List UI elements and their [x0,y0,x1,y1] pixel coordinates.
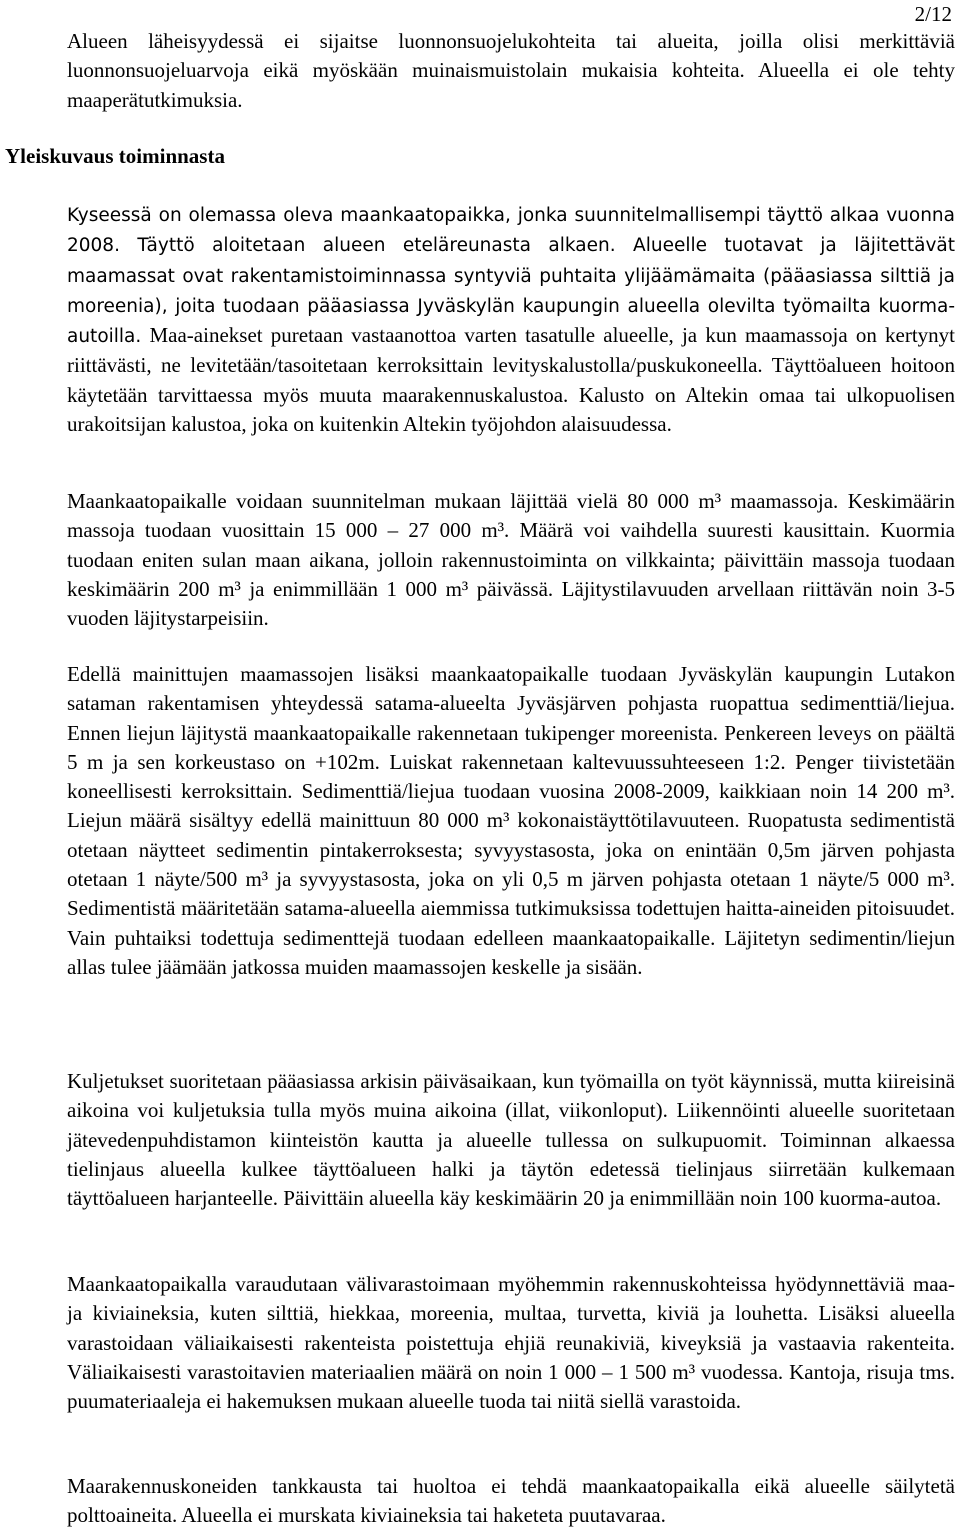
paragraph-2: Maankaatopaikalle voidaan suunnitelman mukaan läjittää vielä 80 000 m³ maamassoja. Keskimäärin massoja tuodaan vuosittain 15 000 – 27 000 m³. Määrä voi vaihdella suuresti kausittain. Kuormia tuodaan eniten sulan maan aikana, jolloin rakennustoiminta on vilkkainta; päivittäin massoja tuodaan keskimäärin 200 m³ ja enimmillään 1 000 m³ päivässä. Läjitystilavuuden arvellaan riittävän noin 3-5 vuoden läjitystarpeisiin. [67,489,955,631]
paragraph-6: Maarakennuskoneiden tankkausta tai huoltoa ei tehdä maankaatopaikalla eikä alueelle säilytetä polttoaineita. Alueella ei murskata kiviaineksia tai haketeta puutavaraa. [67,1474,955,1528]
intro-paragraph: Alueen läheisyydessä ei sijaitse luonnonsuojelukohteita tai alueita, joilla olisi merkittäviä luonnonsuojeluarvoja eikä myöskään muinaismuistolain mukaisia kohteita. Alueella ei ole tehty maaperätutkimuksia. [67,29,955,112]
paragraph-3: Edellä mainittujen maamassojen lisäksi maankaatopaikalle tuodaan Jyväskylän kaupungin Lutakon sataman rakentamisen yhteydessä satama-alueelta Jyväsjärven pohjasta ruopattua sedimenttiä/liejua. Ennen liejun läjitystä maankaatopaikalle rakennetaan tukipenger moreenista. Penkereen leveys on päältä 5 m ja sen korkeustaso on +102m. Luiskat rakennetaan kaltevuussuhteeseen 1:2. Penger tiivistetään koneellisesti kerroksittain. Sedimenttiä/liejua tuodaan vuosina 2008-2009, kaikkiaan noin 14 200 m³. Liejun määrä sisältyy edellä mainittuun 80 000 m³ kokonaistäyttötilavuuteen. Ruopatusta sedimentistä otetaan näytteet sedimentin pintakerroksesta; syvyystasosta, joka on enintään 0,5m järven pohjasta otetaan 1 näyte/500 m³ ja syvyystasosta, joka on yli 0,5 m järven pohjasta otetaan 1 näyte/5 000 m³. Sedimentistä määritetään satama-alueella aiemmissa tutkimuksissa todettujen haitta-aineiden pitoisuudet. Vain puhtaiksi todettuja sedimenttejä tuodaan edelleen maankaatopaikalle. Läjitetyn sedimentin/liejun allas tulee jäämään jatkossa muiden maamassojen keskelle ja sisään. [67,662,955,979]
paragraph-1 [67,200,955,439]
paragraph-5: Maankaatopaikalla varaudutaan välivarastoimaan myöhemmin rakennuskohteissa hyödynnettäviä maa- ja kiviaineksia, kuten silttiä, hiekkaa, moreenia, multaa, turvetta, kiviä ja louhetta. Lisäksi alueella varastoidaan väliaikaisesti rakenteista poistettuja ehjiä reunakiviä, kiveyksiä ja vastaavia rakenteita. Väliaikaisesti varastoitavien materiaalien määrä on noin 1 000 – 1 500 m³ vuodessa. Kantoja, risuja tms. puumateriaaleja ei hakemuksen mukaan alueelle tuoda tai niitä siellä varastoida. [67,1272,955,1414]
paragraph-1-serif-part: Maa-ainekset puretaan vastaanottoa varten tasatulle alueelle, ja kun maamassoja on kertynyt riittävästi, ne levitetään/tasoitetaan kerroksittain levityskalustolla/puskukoneella. Täyttöalueen hoitoon käytetään tarvittaessa myös muuta maarakennuskalustoa. Kalusto on Altekin omaa tai ulkopuolisen urakoitsijan kalustoa, joka on kuitenkin Altekin työjohdon alaisuudessa. [67,323,956,437]
section-heading: Yleiskuvaus toiminnasta [5,144,225,168]
paragraph-1-sans-part: Kyseessä on olemassa oleva maankaatopaikka, jonka suunnitelmallisempi täyttö alkaa vuonna 2008. Täyttö aloitetaan alueen eteläreunasta alkaen. Alueelle tuotavat ja läjitettävät maamassat ovat rakentamistoiminnassa syntyviä puhtaita ylijäämämaita (pääasiassa silttiä ja moreenia), joita tuodaan pääasiassa Jyväskylän kaupungin alueella olevilta työmailta kuorma-autoilla. [67,205,955,348]
paragraph-4: Kuljetukset suoritetaan pääasiassa arkisin päiväsaikaan, kun työmailla on työt käynnissä, mutta kiireisinä aikoina voi kuljetuksia tulla myös muina aikoina (illat, viikonloput). Liikennöinti alueelle suoritetaan jätevedenpuhdistamon kiinteistön kautta ja alueelle tullessa on sulkupuomit. Toiminnan alkaessa tielinjaus alueella kulkee täyttöalueen halki ja täytön edetessä tielinjaus siirretään kulkemaan täyttöalueen harjanteelle. Päivittäin alueella käy keskimäärin 20 ja enimmillään noin 100 kuorma-autoa. [67,1069,955,1211]
page-number: 2/12 [914,2,952,26]
